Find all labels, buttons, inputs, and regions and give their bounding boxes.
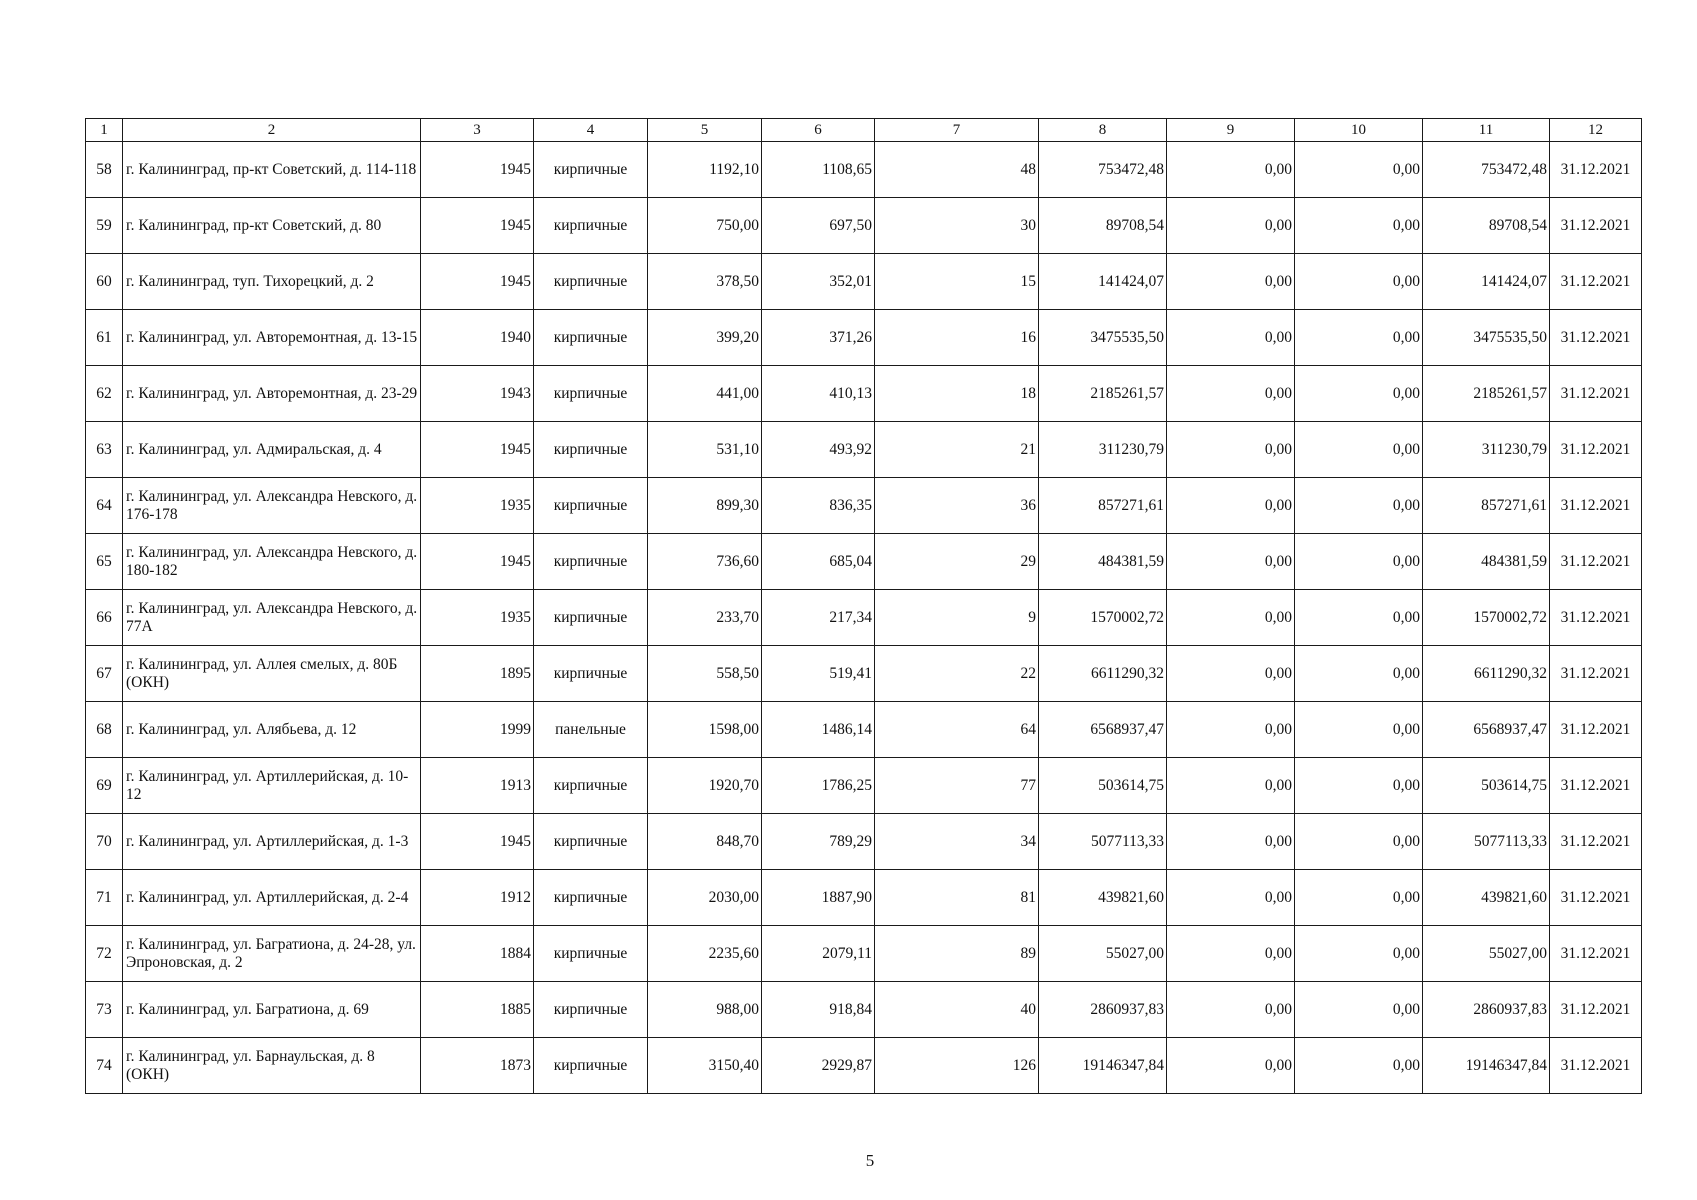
value-cell: 6611290,32 [1423, 646, 1550, 702]
row-number-cell: 70 [86, 814, 123, 870]
column-number-cell: 10 [1295, 119, 1423, 142]
wall-material-cell: кирпичные [534, 366, 648, 422]
value-cell: 352,01 [762, 254, 875, 310]
date-cell: 31.12.2021 [1550, 366, 1642, 422]
table-row [86, 926, 1642, 982]
value-cell: 685,04 [762, 534, 875, 590]
column-number-cell: 8 [1039, 119, 1167, 142]
value-cell: 0,00 [1167, 254, 1295, 310]
date-cell: 31.12.2021 [1550, 478, 1642, 534]
value-cell: 6568937,47 [1423, 702, 1550, 758]
table-row [86, 310, 1642, 366]
value-cell: 0,00 [1167, 198, 1295, 254]
value-cell: 77 [875, 758, 1039, 814]
value-cell: 9 [875, 590, 1039, 646]
address-cell: г. Калининград, ул. Барнаульская, д. 8 (ОКН) [123, 1038, 421, 1094]
value-cell: 40 [875, 982, 1039, 1038]
row-number-cell: 64 [86, 478, 123, 534]
value-cell: 0,00 [1167, 926, 1295, 982]
wall-material-cell: кирпичные [534, 534, 648, 590]
wall-material-cell: кирпичные [534, 198, 648, 254]
value-cell: 3475535,50 [1039, 310, 1167, 366]
row-number-cell: 65 [86, 534, 123, 590]
row-number-cell: 72 [86, 926, 123, 982]
value-cell: 81 [875, 870, 1039, 926]
column-number-cell: 6 [762, 119, 875, 142]
table-row [86, 590, 1642, 646]
value-cell: 0,00 [1295, 814, 1423, 870]
date-cell: 31.12.2021 [1550, 254, 1642, 310]
value-cell: 55027,00 [1039, 926, 1167, 982]
date-cell: 31.12.2021 [1550, 702, 1642, 758]
value-cell: 484381,59 [1039, 534, 1167, 590]
value-cell: 30 [875, 198, 1039, 254]
value-cell: 89708,54 [1423, 198, 1550, 254]
year-built-cell: 1913 [421, 758, 534, 814]
value-cell: 0,00 [1167, 478, 1295, 534]
value-cell: 0,00 [1295, 758, 1423, 814]
table-row [86, 982, 1642, 1038]
table-row [86, 142, 1642, 198]
year-built-cell: 1940 [421, 310, 534, 366]
value-cell: 2079,11 [762, 926, 875, 982]
value-cell: 0,00 [1167, 366, 1295, 422]
address-cell: г. Калининград, ул. Багратиона, д. 69 [123, 982, 421, 1038]
value-cell: 0,00 [1167, 814, 1295, 870]
value-cell: 918,84 [762, 982, 875, 1038]
value-cell: 484381,59 [1423, 534, 1550, 590]
table-row [86, 366, 1642, 422]
address-cell: г. Калининград, ул. Алябьева, д. 12 [123, 702, 421, 758]
value-cell: 21 [875, 422, 1039, 478]
column-number-cell: 9 [1167, 119, 1295, 142]
housing-register-table [85, 118, 1642, 1094]
value-cell: 750,00 [648, 198, 762, 254]
value-cell: 16 [875, 310, 1039, 366]
value-cell: 1887,90 [762, 870, 875, 926]
year-built-cell: 1912 [421, 870, 534, 926]
value-cell: 848,70 [648, 814, 762, 870]
row-number-cell: 58 [86, 142, 123, 198]
value-cell: 399,20 [648, 310, 762, 366]
row-number-cell: 69 [86, 758, 123, 814]
value-cell: 2929,87 [762, 1038, 875, 1094]
value-cell: 899,30 [648, 478, 762, 534]
column-number-cell: 7 [875, 119, 1039, 142]
column-number-cell: 12 [1550, 119, 1642, 142]
year-built-cell: 1895 [421, 646, 534, 702]
address-cell: г. Калининград, пр-кт Советский, д. 80 [123, 198, 421, 254]
wall-material-cell: кирпичные [534, 254, 648, 310]
value-cell: 378,50 [648, 254, 762, 310]
value-cell: 0,00 [1167, 1038, 1295, 1094]
value-cell: 1192,10 [648, 142, 762, 198]
date-cell: 31.12.2021 [1550, 310, 1642, 366]
value-cell: 22 [875, 646, 1039, 702]
value-cell: 311230,79 [1039, 422, 1167, 478]
year-built-cell: 1945 [421, 198, 534, 254]
value-cell: 0,00 [1295, 366, 1423, 422]
date-cell: 31.12.2021 [1550, 142, 1642, 198]
value-cell: 1598,00 [648, 702, 762, 758]
address-cell: г. Калининград, ул. Адмиральская, д. 4 [123, 422, 421, 478]
wall-material-cell: кирпичные [534, 870, 648, 926]
wall-material-cell: кирпичные [534, 142, 648, 198]
value-cell: 2185261,57 [1423, 366, 1550, 422]
value-cell: 0,00 [1295, 870, 1423, 926]
value-cell: 753472,48 [1423, 142, 1550, 198]
address-cell: г. Калининград, ул. Багратиона, д. 24-28, ул. Эпроновская, д. 2 [123, 926, 421, 982]
year-built-cell: 1885 [421, 982, 534, 1038]
value-cell: 311230,79 [1423, 422, 1550, 478]
date-cell: 31.12.2021 [1550, 590, 1642, 646]
address-cell: г. Калининград, ул. Александра Невского, д. 180-182 [123, 534, 421, 590]
year-built-cell: 1945 [421, 142, 534, 198]
value-cell: 503614,75 [1423, 758, 1550, 814]
value-cell: 89 [875, 926, 1039, 982]
value-cell: 857271,61 [1039, 478, 1167, 534]
value-cell: 2860937,83 [1423, 982, 1550, 1038]
table-row [86, 254, 1642, 310]
value-cell: 233,70 [648, 590, 762, 646]
value-cell: 988,00 [648, 982, 762, 1038]
column-number-row [86, 119, 1642, 142]
address-cell: г. Калининград, ул. Александра Невского, д. 176-178 [123, 478, 421, 534]
year-built-cell: 1999 [421, 702, 534, 758]
row-number-cell: 68 [86, 702, 123, 758]
value-cell: 141424,07 [1039, 254, 1167, 310]
wall-material-cell: кирпичные [534, 590, 648, 646]
wall-material-cell: кирпичные [534, 926, 648, 982]
value-cell: 0,00 [1167, 982, 1295, 1038]
year-built-cell: 1945 [421, 254, 534, 310]
table-row [86, 646, 1642, 702]
row-number-cell: 71 [86, 870, 123, 926]
wall-material-cell: кирпичные [534, 646, 648, 702]
value-cell: 1108,65 [762, 142, 875, 198]
value-cell: 0,00 [1167, 590, 1295, 646]
row-number-cell: 61 [86, 310, 123, 366]
wall-material-cell: кирпичные [534, 478, 648, 534]
value-cell: 1786,25 [762, 758, 875, 814]
column-number-cell: 11 [1423, 119, 1550, 142]
value-cell: 1920,70 [648, 758, 762, 814]
address-cell: г. Калининград, ул. Александра Невского, д. 77А [123, 590, 421, 646]
row-number-cell: 62 [86, 366, 123, 422]
value-cell: 89708,54 [1039, 198, 1167, 254]
wall-material-cell: кирпичные [534, 310, 648, 366]
value-cell: 789,29 [762, 814, 875, 870]
year-built-cell: 1943 [421, 366, 534, 422]
value-cell: 1570002,72 [1039, 590, 1167, 646]
address-cell: г. Калининград, ул. Авторемонтная, д. 13-15 [123, 310, 421, 366]
column-number-cell: 3 [421, 119, 534, 142]
value-cell: 2235,60 [648, 926, 762, 982]
value-cell: 0,00 [1295, 534, 1423, 590]
value-cell: 0,00 [1167, 702, 1295, 758]
register-sheet [85, 118, 1641, 1094]
value-cell: 0,00 [1167, 534, 1295, 590]
date-cell: 31.12.2021 [1550, 870, 1642, 926]
value-cell: 0,00 [1167, 142, 1295, 198]
value-cell: 0,00 [1295, 646, 1423, 702]
table-row [86, 1038, 1642, 1094]
wall-material-cell: кирпичные [534, 422, 648, 478]
row-number-cell: 73 [86, 982, 123, 1038]
value-cell: 0,00 [1167, 870, 1295, 926]
value-cell: 0,00 [1295, 590, 1423, 646]
value-cell: 697,50 [762, 198, 875, 254]
value-cell: 0,00 [1295, 254, 1423, 310]
value-cell: 3475535,50 [1423, 310, 1550, 366]
value-cell: 29 [875, 534, 1039, 590]
date-cell: 31.12.2021 [1550, 646, 1642, 702]
year-built-cell: 1884 [421, 926, 534, 982]
row-number-cell: 67 [86, 646, 123, 702]
date-cell: 31.12.2021 [1550, 814, 1642, 870]
value-cell: 15 [875, 254, 1039, 310]
value-cell: 0,00 [1295, 1038, 1423, 1094]
value-cell: 410,13 [762, 366, 875, 422]
value-cell: 34 [875, 814, 1039, 870]
row-number-cell: 63 [86, 422, 123, 478]
row-number-cell: 66 [86, 590, 123, 646]
date-cell: 31.12.2021 [1550, 982, 1642, 1038]
value-cell: 0,00 [1167, 646, 1295, 702]
value-cell: 0,00 [1167, 422, 1295, 478]
value-cell: 0,00 [1295, 422, 1423, 478]
year-built-cell: 1873 [421, 1038, 534, 1094]
wall-material-cell: кирпичные [534, 814, 648, 870]
value-cell: 0,00 [1295, 982, 1423, 1038]
value-cell: 18 [875, 366, 1039, 422]
value-cell: 493,92 [762, 422, 875, 478]
table-row [86, 534, 1642, 590]
value-cell: 441,00 [648, 366, 762, 422]
value-cell: 753472,48 [1039, 142, 1167, 198]
value-cell: 2185261,57 [1039, 366, 1167, 422]
value-cell: 217,34 [762, 590, 875, 646]
value-cell: 371,26 [762, 310, 875, 366]
value-cell: 439821,60 [1039, 870, 1167, 926]
table-row [86, 702, 1642, 758]
value-cell: 558,50 [648, 646, 762, 702]
value-cell: 126 [875, 1038, 1039, 1094]
value-cell: 0,00 [1295, 198, 1423, 254]
value-cell: 6568937,47 [1039, 702, 1167, 758]
table-row [86, 814, 1642, 870]
column-number-cell: 5 [648, 119, 762, 142]
value-cell: 48 [875, 142, 1039, 198]
date-cell: 31.12.2021 [1550, 198, 1642, 254]
date-cell: 31.12.2021 [1550, 758, 1642, 814]
wall-material-cell: кирпичные [534, 758, 648, 814]
value-cell: 519,41 [762, 646, 875, 702]
row-number-cell: 74 [86, 1038, 123, 1094]
wall-material-cell: кирпичные [534, 982, 648, 1038]
date-cell: 31.12.2021 [1550, 1038, 1642, 1094]
table-row [86, 870, 1642, 926]
date-cell: 31.12.2021 [1550, 534, 1642, 590]
row-number-cell: 60 [86, 254, 123, 310]
year-built-cell: 1935 [421, 478, 534, 534]
address-cell: г. Калининград, ул. Артиллерийская, д. 1-3 [123, 814, 421, 870]
year-built-cell: 1935 [421, 590, 534, 646]
value-cell: 19146347,84 [1423, 1038, 1550, 1094]
value-cell: 0,00 [1295, 702, 1423, 758]
value-cell: 5077113,33 [1423, 814, 1550, 870]
year-built-cell: 1945 [421, 814, 534, 870]
value-cell: 857271,61 [1423, 478, 1550, 534]
address-cell: г. Калининград, туп. Тихорецкий, д. 2 [123, 254, 421, 310]
value-cell: 0,00 [1167, 310, 1295, 366]
value-cell: 1570002,72 [1423, 590, 1550, 646]
table-row [86, 422, 1642, 478]
value-cell: 55027,00 [1423, 926, 1550, 982]
year-built-cell: 1945 [421, 422, 534, 478]
value-cell: 2860937,83 [1039, 982, 1167, 1038]
value-cell: 19146347,84 [1039, 1038, 1167, 1094]
page-number: 5 [865, 1151, 875, 1170]
value-cell: 36 [875, 478, 1039, 534]
address-cell: г. Калининград, ул. Аллея смелых, д. 80Б (ОКН) [123, 646, 421, 702]
year-built-cell: 1945 [421, 534, 534, 590]
value-cell: 531,10 [648, 422, 762, 478]
address-cell: г. Калининград, ул. Артиллерийская, д. 2-4 [123, 870, 421, 926]
value-cell: 736,60 [648, 534, 762, 590]
value-cell: 0,00 [1295, 926, 1423, 982]
value-cell: 6611290,32 [1039, 646, 1167, 702]
value-cell: 0,00 [1167, 758, 1295, 814]
value-cell: 0,00 [1295, 478, 1423, 534]
value-cell: 836,35 [762, 478, 875, 534]
value-cell: 503614,75 [1039, 758, 1167, 814]
address-cell: г. Калининград, ул. Артиллерийская, д. 10-12 [123, 758, 421, 814]
address-cell: г. Калининград, пр-кт Советский, д. 114-118 [123, 142, 421, 198]
value-cell: 64 [875, 702, 1039, 758]
table-row [86, 198, 1642, 254]
value-cell: 5077113,33 [1039, 814, 1167, 870]
wall-material-cell: панельные [534, 702, 648, 758]
value-cell: 2030,00 [648, 870, 762, 926]
date-cell: 31.12.2021 [1550, 926, 1642, 982]
value-cell: 439821,60 [1423, 870, 1550, 926]
column-number-cell: 1 [86, 119, 123, 142]
table-row [86, 758, 1642, 814]
column-number-cell: 2 [123, 119, 421, 142]
value-cell: 0,00 [1295, 310, 1423, 366]
wall-material-cell: кирпичные [534, 1038, 648, 1094]
address-cell: г. Калининград, ул. Авторемонтная, д. 23-29 [123, 366, 421, 422]
value-cell: 1486,14 [762, 702, 875, 758]
table-row [86, 478, 1642, 534]
value-cell: 3150,40 [648, 1038, 762, 1094]
column-number-cell: 4 [534, 119, 648, 142]
value-cell: 141424,07 [1423, 254, 1550, 310]
value-cell: 0,00 [1295, 142, 1423, 198]
row-number-cell: 59 [86, 198, 123, 254]
date-cell: 31.12.2021 [1550, 422, 1642, 478]
